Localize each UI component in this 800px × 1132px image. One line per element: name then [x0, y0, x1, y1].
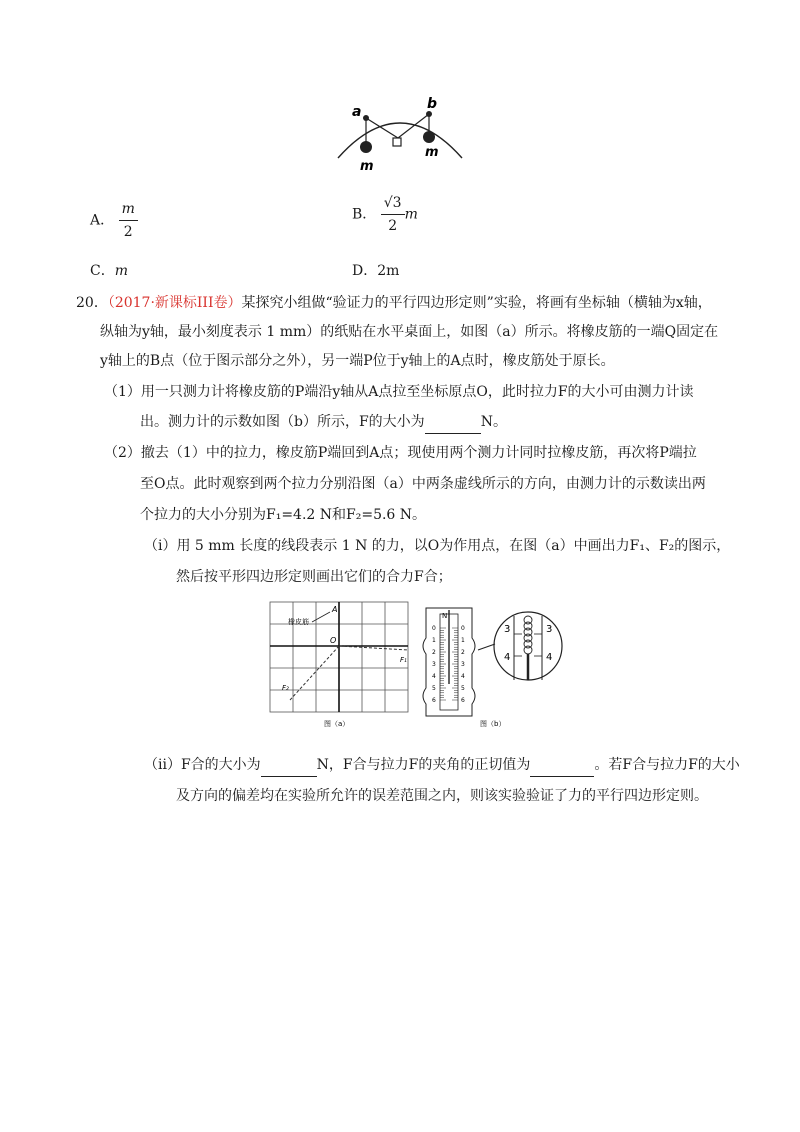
answer-blank-f[interactable]: [425, 411, 481, 434]
scale-number-left: 4: [432, 673, 436, 680]
sub-i-line-2: 然后按平形四边形定则画出它们的合力F合；: [176, 569, 452, 585]
label-F1: F₁: [400, 656, 407, 664]
part2-line-1: （2）撤去（1）中的拉力，橡皮筋P端回到A点；现使用两个测力计同时拉橡皮筋，再次将P端拉: [104, 445, 697, 461]
figure-b: [418, 600, 563, 730]
zoom-pointer: [478, 644, 495, 650]
part2-line-3: 个拉力的大小分别为F₁=4.2 N和F₂=5.6 N。: [140, 507, 427, 523]
option-b-tail: m: [404, 206, 418, 223]
sub-ii-text-1: （ii）F合的大小为: [144, 757, 261, 773]
scale-number-left: 1: [432, 637, 436, 644]
label-b: b: [427, 96, 438, 112]
option-a-denominator: 2: [123, 224, 133, 240]
option-c-value: m: [114, 263, 128, 279]
option-a-label: A．: [90, 212, 115, 229]
option-c-label: C．: [90, 263, 115, 279]
part1-unit: N。: [480, 414, 507, 430]
scale-number-left: 3: [432, 661, 436, 668]
hook-box: [393, 138, 401, 146]
scale-number-left: 5: [432, 685, 436, 692]
scale-number-left: 2: [432, 649, 436, 656]
q20-line-1: [76, 292, 712, 314]
q20-number: 20．: [76, 295, 108, 311]
option-d-label: D．: [352, 263, 378, 279]
zoom-3-left: 3: [504, 624, 511, 635]
label-m-left: m: [360, 159, 374, 174]
figure-a: [268, 600, 416, 730]
scale-number-right: 0: [461, 625, 465, 632]
sub-i-line-1: （i）用 5 mm 长度的线段表示 1 N 的力，以O为作用点，在图（a）中画出力F₁、F₂的图示，: [144, 538, 731, 554]
mass-right: [423, 131, 435, 143]
label-O: O: [330, 636, 337, 645]
scale-number-right: 3: [461, 661, 465, 668]
scale-number-left: 0: [432, 625, 436, 632]
label-a: a: [352, 104, 362, 120]
option-a: [90, 198, 138, 243]
f2-dashed-line: [290, 646, 339, 700]
q20-source: （2017·新课标III卷）: [107, 295, 242, 311]
option-b: [352, 192, 418, 237]
caption-b: 图（b）: [480, 720, 506, 728]
scale-number-right: 4: [461, 673, 465, 680]
rubber-pointer: [312, 612, 330, 622]
part1-line-1: （1）用一只测力计将橡皮筋的P端沿y轴从A点拉至坐标原点O，此时拉力F的大小可由测力计读: [104, 384, 694, 400]
option-b-denominator: 2: [388, 218, 398, 234]
answer-blank-tan[interactable]: [530, 754, 594, 777]
label-F2: F₂: [282, 684, 289, 692]
option-d-value: 2m: [377, 263, 400, 279]
arc-line: [338, 123, 462, 158]
scale-number-right: 2: [461, 649, 465, 656]
part2-line-2: 至O点。此时观察到两个拉力分别沿图（a）中两条虚线所示的方向，由测力计的示数读出两: [140, 476, 706, 492]
option-d: [352, 260, 399, 282]
label-A: A: [332, 605, 338, 614]
scale-number-left: 6: [432, 697, 436, 704]
zoom-4-left: 4: [504, 652, 511, 663]
sub-ii-text-2: N，F合与拉力F的夹角的正切值为: [316, 757, 531, 773]
sub-ii-line-2: 及方向的偏差均在实验所允许的误差范围之内，则该实验验证了力的平行四边形定则。: [176, 788, 708, 804]
q20-line-2: 纵轴为y轴，最小刻度表示 1 mm）的纸贴在水平桌面上，如图（a）所示。将橡皮筋的一端Q固定在: [100, 324, 719, 340]
q20-stem-1: 某探究小组做“验证力的平行四边形定则”实验，将画有坐标轴（横轴为x轴，: [241, 295, 712, 311]
zoom-3-right: 3: [546, 624, 553, 635]
scale-number-right: 1: [461, 637, 465, 644]
zoom-4-right: 4: [546, 652, 553, 663]
mass-left: [360, 141, 372, 153]
part1-text: 出。测力计的示数如图（b）所示，F的大小为: [140, 414, 425, 430]
option-b-label: B．: [352, 206, 377, 223]
scale-unit: N: [442, 612, 448, 620]
option-a-numerator: m: [119, 198, 138, 221]
option-b-numerator: √3: [381, 192, 405, 215]
scale-number-right: 5: [461, 685, 465, 692]
top-figure: [330, 96, 470, 176]
caption-a: 图（a）: [324, 720, 350, 728]
string-left: [366, 118, 398, 138]
option-c: [90, 260, 128, 282]
label-rubber: 橡皮筋: [288, 618, 309, 626]
answer-blank-fhe[interactable]: [261, 754, 317, 777]
scale-number-right: 6: [461, 697, 465, 704]
sub-ii-text-3: 。若F合与拉力F的大小: [594, 757, 740, 773]
label-m-right: m: [425, 145, 439, 160]
sub-ii-line-1: [144, 754, 740, 777]
part1-line-2: [140, 411, 507, 434]
q20-line-3: y轴上的B点（位于图示部分之外），另一端P位于y轴上的A点时，橡皮筋处于原长。: [100, 353, 615, 369]
